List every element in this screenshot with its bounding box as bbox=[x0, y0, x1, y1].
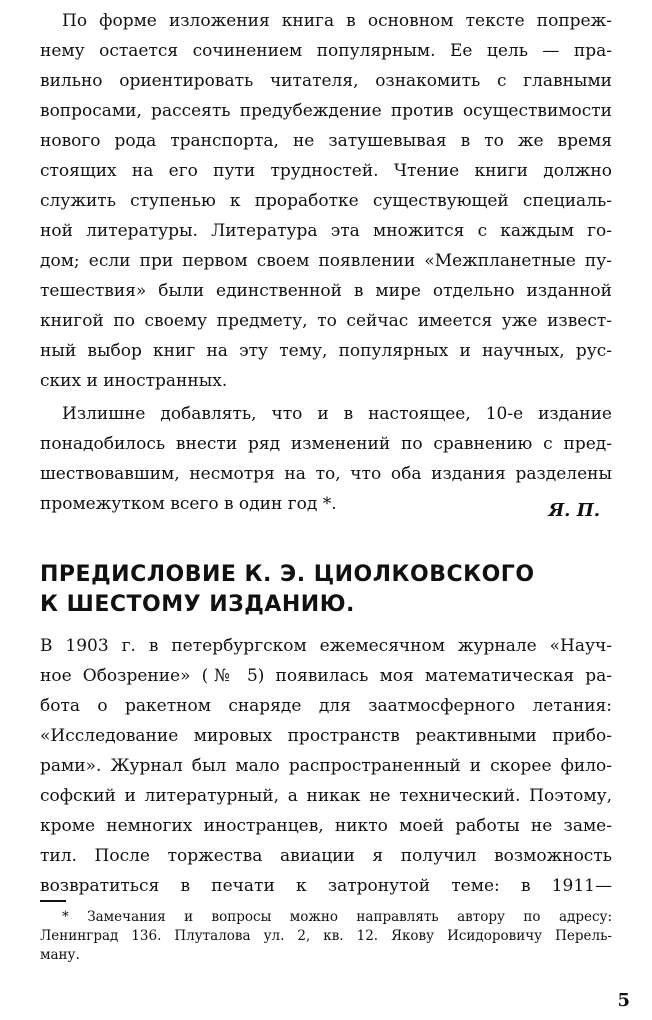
text-line: бота о ракетном снаряде для заатмосферного летания: bbox=[40, 696, 612, 716]
text-line: По форме изложения книга в основном тексте попреж- bbox=[62, 11, 612, 31]
text-line: стоящих на его пути трудностей. Чтение книги должно bbox=[40, 161, 612, 181]
text-line: промежутком всего в один год *. bbox=[40, 494, 337, 514]
text-line: нему остается сочинением популярным. Ее цель — пра- bbox=[40, 41, 612, 61]
section-heading-line-1: ПРЕДИСЛОВИЕ К. Э. ЦИОЛКОВСКОГО bbox=[40, 562, 535, 587]
text-line: ный выбор книг на эту тему, популярных и научных, рус- bbox=[40, 341, 612, 361]
text-line: вопросами, рассеять предубеждение против осуществимости bbox=[40, 101, 612, 121]
text-line: дом; если при первом своем появлении «Межпланетные пу- bbox=[40, 251, 612, 271]
text-line: ной литературы. Литература эта множится с каждым го- bbox=[40, 221, 612, 241]
footnote-line: ману. bbox=[40, 947, 80, 963]
footnote-divider bbox=[40, 900, 66, 902]
text-line: понадобилось внести ряд изменений по сравнению с пред- bbox=[40, 434, 612, 454]
text-line: рами». Журнал был мало распространенный и скорее фило- bbox=[40, 756, 612, 776]
text-line: Излишне добавлять, что и в настоящее, 10-е издание bbox=[62, 404, 612, 424]
footnote-line: * Замечания и вопросы можно направлять автору по адресу: bbox=[62, 909, 612, 925]
text-line: служить ступенью к проработке существующей специаль- bbox=[40, 191, 612, 211]
text-line: В 1903 г. в петербургском ежемесячном журнале «Науч- bbox=[40, 636, 612, 656]
text-line: шествовавшим, несмотря на то, что оба издания разделены bbox=[40, 464, 612, 484]
text-line: вильно ориентировать читателя, ознакомить с главными bbox=[40, 71, 612, 91]
text-line: нового рода транспорта, не затушевывая в то же время bbox=[40, 131, 612, 151]
page-number: 5 bbox=[617, 990, 630, 1011]
text-line: тешествия» были единственной в мире отдельно изданной bbox=[40, 281, 612, 301]
text-line: тил. После торжества авиации я получил возможность bbox=[40, 846, 612, 866]
section-heading-line-2: К ШЕСТОМУ ИЗДАНИЮ. bbox=[40, 592, 355, 617]
footnote-line: Ленинград 136. Плуталова ул. 2, кв. 12. Якову Исидоровичу Перель- bbox=[40, 928, 612, 944]
text-line: «Исследование мировых пространств реактивными прибо- bbox=[40, 726, 612, 746]
author-signature: Я. П. bbox=[548, 500, 600, 521]
text-line: возвратиться в печати к затронутой теме: в 1911— bbox=[40, 876, 612, 896]
text-line: ное Обозрение» (№ 5) появилась моя математическая ра- bbox=[40, 666, 612, 686]
text-line: кроме немногих иностранцев, никто моей работы не заме- bbox=[40, 816, 612, 836]
text-line: софский и литературный, а никак не технический. Поэтому, bbox=[40, 786, 612, 806]
text-line: ских и иностранных. bbox=[40, 371, 228, 391]
text-line: книгой по своему предмету, то сейчас имеется уже извест- bbox=[40, 311, 612, 331]
